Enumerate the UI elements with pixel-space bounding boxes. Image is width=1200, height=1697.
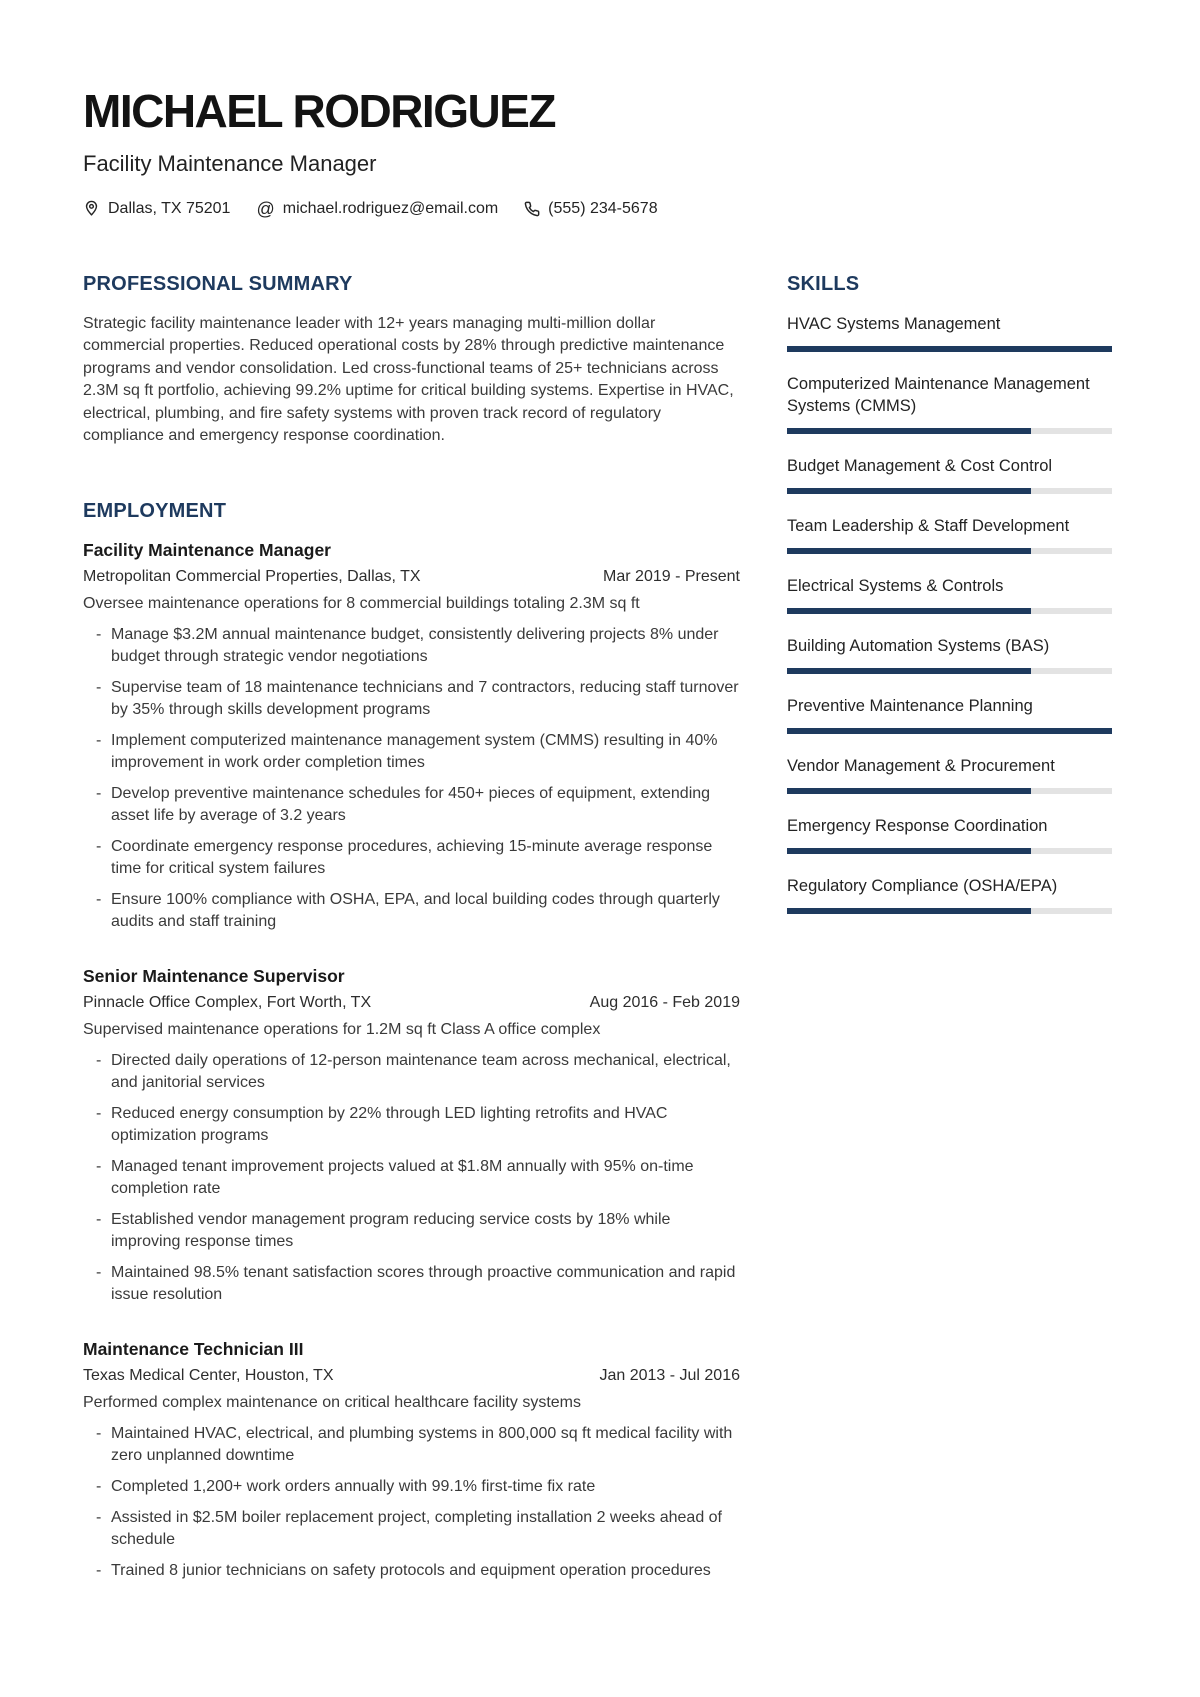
job-bullet: - Completed 1,200+ work orders annually with 99.1% first-time fix rate bbox=[83, 1476, 740, 1498]
job-bullet: - Directed daily operations of 12-person maintenance team across mechanical, electrical, and janitorial services bbox=[83, 1050, 740, 1094]
skill-bar-fill bbox=[787, 608, 1031, 614]
job-bullets bbox=[83, 1050, 740, 1306]
skill-bar-track bbox=[787, 346, 1112, 352]
job-bullet: - Manage $3.2M annual maintenance budget, consistently delivering projects 8% under budget through strategic vendor negotiations bbox=[83, 624, 740, 668]
candidate-name: MICHAEL RODRIGUEZ bbox=[83, 85, 555, 137]
skills-heading: SKILLS bbox=[787, 272, 860, 295]
skill-label: Building Automation Systems (BAS) bbox=[787, 636, 1050, 655]
skill-bar-track bbox=[787, 428, 1112, 434]
job-company: Pinnacle Office Complex, Fort Worth, TX bbox=[83, 993, 372, 1011]
job-dates: Aug 2016 - Feb 2019 bbox=[589, 993, 740, 1011]
phone-text: (555) 234-5678 bbox=[548, 199, 658, 217]
skill-bar-track bbox=[787, 668, 1112, 674]
skill-label: Computerized Maintenance Management Systems (CMMS) bbox=[787, 374, 1090, 415]
skill-item bbox=[787, 755, 1112, 794]
job-bullet: - Develop preventive maintenance schedules for 450+ pieces of equipment, extending asset life by average of 3.2 years bbox=[83, 783, 740, 827]
skill-label: HVAC Systems Management bbox=[787, 314, 1001, 333]
summary-section bbox=[83, 273, 740, 448]
skill-item bbox=[787, 635, 1112, 674]
skill-label: Emergency Response Coordination bbox=[787, 816, 1048, 835]
location-text: Dallas, TX 75201 bbox=[108, 199, 231, 217]
job-bullet: - Established vendor management program reducing service costs by 18% while improving response times bbox=[83, 1209, 740, 1253]
job-bullet: - Managed tenant improvement projects valued at $1.8M annually with 95% on-time completion rate bbox=[83, 1156, 740, 1200]
resume-header bbox=[83, 85, 1112, 219]
candidate-title: Facility Maintenance Manager bbox=[83, 150, 377, 176]
skill-bar-fill bbox=[787, 428, 1031, 434]
job-bullet: - Trained 8 junior technicians on safety protocols and equipment operation procedures bbox=[83, 1560, 740, 1582]
skill-item bbox=[787, 373, 1112, 434]
job-bullet: - Maintained 98.5% tenant satisfaction scores through proactive communication and rapid issue resolution bbox=[83, 1262, 740, 1306]
job-bullet: - Reduced energy consumption by 22% through LED lighting retrofits and HVAC optimization programs bbox=[83, 1103, 740, 1147]
contact-email bbox=[256, 200, 498, 218]
jobs-list bbox=[83, 540, 740, 1582]
employment-heading: EMPLOYMENT bbox=[83, 499, 227, 522]
job-bullet: - Implement computerized maintenance management system (CMMS) resulting in 40% improvement in work order completion times bbox=[83, 730, 740, 774]
job-meta bbox=[83, 568, 740, 586]
skill-label: Regulatory Compliance (OSHA/EPA) bbox=[787, 876, 1058, 895]
job-title: Maintenance Technician III bbox=[83, 1338, 304, 1359]
skill-bar-track bbox=[787, 728, 1112, 734]
skill-label: Budget Management & Cost Control bbox=[787, 456, 1053, 475]
skill-bar-track bbox=[787, 908, 1112, 914]
contact-location bbox=[83, 200, 230, 218]
skill-item bbox=[787, 695, 1112, 734]
skill-bar-track bbox=[787, 488, 1112, 494]
job-entry bbox=[83, 540, 740, 933]
job-meta bbox=[83, 994, 740, 1012]
job-meta bbox=[83, 1367, 740, 1385]
skill-bar-fill bbox=[787, 728, 1112, 734]
job-dates: Mar 2019 - Present bbox=[603, 567, 740, 585]
skill-bar-fill bbox=[787, 548, 1031, 554]
summary-heading: PROFESSIONAL SUMMARY bbox=[83, 272, 353, 295]
skill-bar-fill bbox=[787, 488, 1031, 494]
skills-column bbox=[787, 273, 1112, 1591]
summary-text: Strategic facility maintenance leader with 12+ years managing multi-million dollar commercial properties. Reduced operational costs by 28% through predictive maintenance programs and vendor consolidation. Led cross-functional teams of 25+ technicians across 2.3M sq ft portfolio, achieving 99.2% uptime for critical building systems. Expertise in HVAC, electrical, plumbing, and fire safety systems with proven track record of regulatory compliance and emergency response coordination. bbox=[83, 314, 734, 445]
job-summary: Oversee maintenance operations for 8 commercial buildings totaling 2.3M sq ft bbox=[83, 594, 640, 612]
employment-section bbox=[83, 500, 740, 1582]
skill-item bbox=[787, 875, 1112, 914]
skill-bar-fill bbox=[787, 908, 1031, 914]
contact-row bbox=[83, 200, 1112, 218]
skill-bar-track bbox=[787, 788, 1112, 794]
job-bullet: - Maintained HVAC, electrical, and plumbing systems in 800,000 sq ft medical facility with zero unplanned downtime bbox=[83, 1423, 740, 1467]
skill-item bbox=[787, 815, 1112, 854]
job-bullets bbox=[83, 624, 740, 933]
job-dates: Jan 2013 - Jul 2016 bbox=[599, 1366, 740, 1384]
skill-bar-fill bbox=[787, 788, 1031, 794]
skill-bar-track bbox=[787, 548, 1112, 554]
job-summary: Supervised maintenance operations for 1.2M sq ft Class A office complex bbox=[83, 1020, 601, 1038]
phone-icon bbox=[524, 201, 540, 217]
skill-label: Vendor Management & Procurement bbox=[787, 756, 1055, 775]
skill-item bbox=[787, 313, 1112, 352]
skill-bar-fill bbox=[787, 848, 1031, 854]
skill-bar-fill bbox=[787, 668, 1031, 674]
skill-label: Electrical Systems & Controls bbox=[787, 576, 1004, 595]
skill-bar-fill bbox=[787, 346, 1112, 352]
job-bullet: - Ensure 100% compliance with OSHA, EPA, and local building codes through quarterly audits and staff training bbox=[83, 889, 740, 933]
contact-phone bbox=[524, 200, 657, 218]
job-bullet: - Assisted in $2.5M boiler replacement project, completing installation 2 weeks ahead of schedule bbox=[83, 1507, 740, 1551]
job-entry bbox=[83, 966, 740, 1306]
job-bullet: - Coordinate emergency response procedures, achieving 15-minute average response time for critical system failures bbox=[83, 836, 740, 880]
job-summary: Performed complex maintenance on critical healthcare facility systems bbox=[83, 1393, 581, 1411]
job-bullets bbox=[83, 1423, 740, 1582]
job-title: Facility Maintenance Manager bbox=[83, 539, 331, 560]
skill-label: Team Leadership & Staff Development bbox=[787, 516, 1070, 535]
location-pin-icon bbox=[83, 200, 100, 217]
skill-item bbox=[787, 575, 1112, 614]
job-entry bbox=[83, 1339, 740, 1582]
skill-item bbox=[787, 455, 1112, 494]
skill-bar-track bbox=[787, 608, 1112, 614]
columns bbox=[83, 273, 1112, 1591]
job-title: Senior Maintenance Supervisor bbox=[83, 965, 345, 986]
skill-label: Preventive Maintenance Planning bbox=[787, 696, 1033, 715]
job-company: Texas Medical Center, Houston, TX bbox=[83, 1366, 334, 1384]
skills-list bbox=[787, 313, 1112, 914]
email-text: michael.rodriguez@email.com bbox=[282, 199, 499, 217]
job-company: Metropolitan Commercial Properties, Dallas, TX bbox=[83, 567, 421, 585]
skill-item bbox=[787, 515, 1112, 554]
main-column bbox=[83, 273, 740, 1591]
job-bullet: - Supervise team of 18 maintenance technicians and 7 contractors, reducing staff turnover by 35% through skills development programs bbox=[83, 677, 740, 721]
skill-bar-track bbox=[787, 848, 1112, 854]
email-at-icon: @ bbox=[256, 198, 275, 219]
